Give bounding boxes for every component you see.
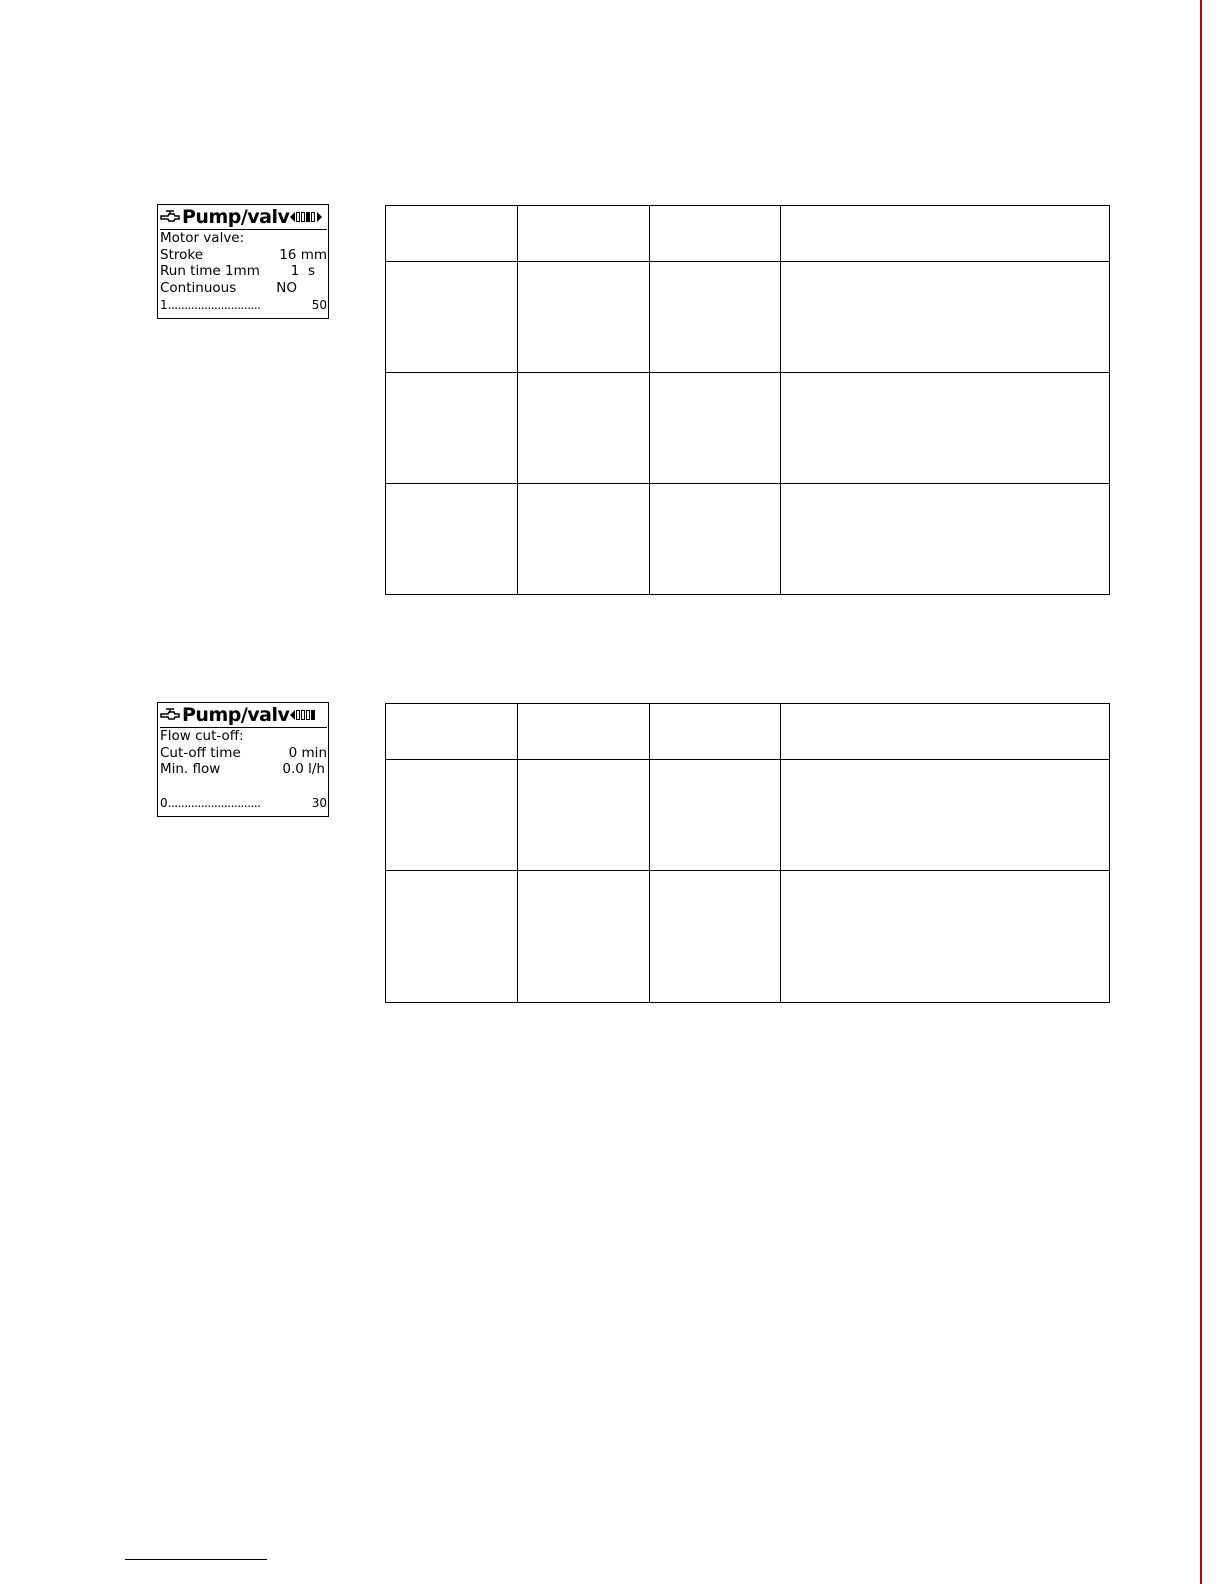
page-indicator [290,212,322,222]
lcd-title-bar [160,205,327,230]
table-cell [386,373,518,484]
table-row [386,484,1110,595]
lcd-row-cut-off-time [160,745,327,762]
row-value: 0 min [288,744,327,761]
table-header-row [386,704,1110,760]
table-cell [517,704,649,760]
table-cell [649,704,781,760]
table-cell [386,871,518,1003]
lcd-screen-flow-cut-off [157,702,329,817]
table-cell [649,484,781,595]
parameter-table-flow-cut-off [385,703,1110,1003]
chevron-right-icon [317,212,322,222]
table-cell [781,206,1110,262]
tap-icon [160,707,180,723]
lcd-title: Pump/valv [182,206,290,228]
lcd-row-empty [160,778,327,795]
row-value: 16 mm [279,246,327,263]
table-cell [386,206,518,262]
table-cell [781,871,1110,1003]
row-label: Stroke [160,246,204,263]
table-cell [386,262,518,373]
page-indicator [290,710,316,720]
page-box-active [311,710,315,720]
page-edge-line [1200,0,1202,1584]
table-cell [517,760,649,871]
table-row [386,760,1110,871]
table-cell [517,484,649,595]
lcd-scale [160,296,327,314]
table-cell [781,373,1110,484]
table-cell [781,262,1110,373]
table-cell [517,871,649,1003]
footnote-separator [125,1559,267,1560]
tap-icon [160,209,180,225]
page-box [301,212,305,222]
table-cell [386,760,518,871]
page-box [296,212,300,222]
row-value: 1 s [290,263,315,279]
table-cell [649,262,781,373]
row-label: Run time 1mm [160,263,260,279]
table-cell [649,871,781,1003]
heading-label: Flow cut-off: [160,728,244,744]
scale-min: 1 [160,298,168,312]
table-cell [781,704,1110,760]
scale-min: 0 [160,796,168,810]
table-cell [649,206,781,262]
lcd-row-continuous [160,280,327,297]
chevron-left-icon [290,212,295,222]
row-value: NO [276,279,297,296]
table-cell [649,373,781,484]
heading-label: Motor valve: [160,230,245,246]
lcd-row-min-flow [160,761,327,778]
chevron-left-icon [290,710,295,720]
page-box [306,710,310,720]
row-label: Cut-off time [160,744,241,761]
page-box [296,710,300,720]
table-row [386,871,1110,1003]
lcd-row-stroke [160,247,327,264]
table-cell [517,262,649,373]
lcd-heading [160,230,327,247]
table-row [386,262,1110,373]
row-label: Min. flow [160,761,221,777]
table-header-row [386,206,1110,262]
scale-dots: ............................ [167,298,261,312]
lcd-row-run-time [160,263,327,280]
page-box [301,710,305,720]
table-cell [386,704,518,760]
row-label: Continuous [160,279,237,296]
scale-dots: ............................ [167,796,261,810]
table-cell [781,760,1110,871]
parameter-table-motor-valve [385,205,1110,595]
table-cell [517,373,649,484]
page-box [311,212,315,222]
lcd-heading [160,728,327,745]
table-row [386,373,1110,484]
table-cell [781,484,1110,595]
lcd-title: Pump/valv [182,704,290,726]
scale-max: 30 [311,796,327,810]
page-box-active [306,212,310,222]
row-value: 0.0 l/h [282,761,325,777]
lcd-scale [160,794,327,812]
table-cell [649,760,781,871]
table-cell [386,484,518,595]
scale-max: 50 [311,298,327,312]
lcd-screen-motor-valve [157,204,329,319]
table-cell [517,206,649,262]
lcd-title-bar [160,703,327,728]
